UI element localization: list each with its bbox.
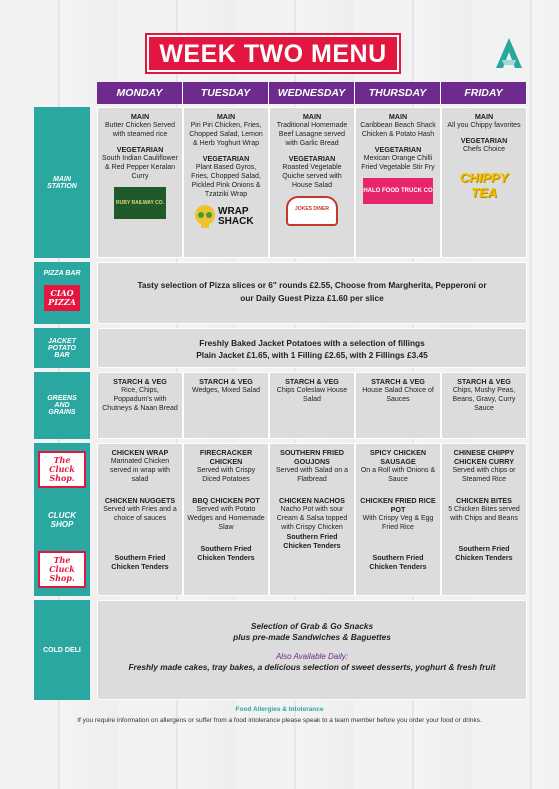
main-cell-tuesday xyxy=(183,107,269,258)
jacket-potato-label: JACKET POTATO BAR xyxy=(47,337,76,359)
pizza-bar-panel xyxy=(97,262,527,324)
main-heading: MAIN xyxy=(216,112,236,121)
main-cell-monday xyxy=(97,107,183,258)
chippy-tea-logo: CHIPPY TEA xyxy=(459,170,509,200)
section-label-greens-and-grains xyxy=(34,372,90,439)
main-heading: MAIN xyxy=(130,112,150,121)
ruby-railway-logo: RUBY RAILWAY CO. xyxy=(114,187,166,219)
skull-icon xyxy=(194,205,216,229)
wrap-shack-text: WRAP SHACK xyxy=(218,206,254,227)
wrap-shack-logo xyxy=(187,205,265,229)
cluck-shop-logo-bottom: The Cluck Shop. xyxy=(38,551,86,588)
veg-heading: VEGETARIAN xyxy=(460,136,508,145)
section-label-cluck-shop xyxy=(34,443,90,596)
cluck-b-heading: CHICKEN BITES xyxy=(456,496,512,505)
cold-deli-also-available: Also Available Daily: xyxy=(275,652,349,661)
cluck-b-text: Nacho Pot with sour Cream & Salsa topped with Crispy Chicken xyxy=(276,506,348,531)
cold-deli-label: COLD DELI xyxy=(43,646,81,654)
day-header-tuesday: TUESDAY xyxy=(183,82,269,104)
jacket-line-2: Plain Jacket £1.65, with 1 Filling £2.65, with 2 Fillings £3.45 xyxy=(196,350,428,360)
veg-dish: Mexican Orange Chilli Fried Vegetable Stir Fry xyxy=(361,155,435,171)
cold-deli-line-2: plus pre-made Sandwiches & Baguettes xyxy=(233,632,391,642)
veg-heading: VEGETARIAN xyxy=(116,145,164,154)
greens-heading: STARCH & VEG xyxy=(371,377,425,386)
main-cell-friday xyxy=(441,107,527,258)
cluck-c-text: Southern Fried Chicken Tenders xyxy=(197,544,255,562)
veg-dish: Plant Based Gyros, Fries, Chopped Salad, Pickled Pink Onions & Tzatziki Wrap xyxy=(191,164,261,198)
greens-text: Wedges, Mixed Salad xyxy=(192,387,260,394)
cold-deli-line-1: Selection of Grab & Go Snacks xyxy=(250,621,374,631)
pizza-line-2: our Daily Guest Pizza £1.60 per slice xyxy=(240,293,384,303)
jacket-line-1: Freshly Baked Jacket Potatoes with a selection of fillings xyxy=(199,338,425,348)
cluck-c-text: Southern Fried Chicken Tenders xyxy=(369,553,427,571)
cluck-a-heading: CHINESE CHIPPY CHICKEN CURRY xyxy=(453,448,515,466)
cluck-cell-monday xyxy=(97,443,183,596)
main-cell-wednesday xyxy=(269,107,355,258)
cluck-a-text: Served with Crispy Diced Potatoes xyxy=(196,467,256,483)
greens-heading: STARCH & VEG xyxy=(113,377,167,386)
greens-text: Chips Coleslaw House Salad xyxy=(276,387,348,403)
greens-heading: STARCH & VEG xyxy=(457,377,511,386)
cluck-b-text: With Crispy Veg & Egg Fried Rice xyxy=(362,515,434,531)
pizza-line-1: Tasty selection of Pizza slices or 6" rounds £2.55, Choose from Margherita, Pepperoni or xyxy=(137,280,487,290)
jokes-diner-logo: JOKES DINER xyxy=(286,196,338,226)
greens-cell-friday xyxy=(441,372,527,439)
veg-dish: Chefs Choice xyxy=(462,146,506,153)
cluck-c-text: Southern Fried Chicken Tenders xyxy=(111,553,169,571)
halo-food-truck-logo: HALO FOOD TRUCK CO xyxy=(363,178,433,204)
cluck-a-text: Served with Salad on a Flatbread xyxy=(276,467,348,483)
main-cell-thursday xyxy=(355,107,441,258)
main-dish: Caribbean Beach Shack Chicken & Potato Hash xyxy=(360,122,436,138)
main-dish: Butter Chicken Served with steamed rice xyxy=(104,122,176,138)
veg-heading: VEGETARIAN xyxy=(202,154,250,163)
greens-cell-monday xyxy=(97,372,183,439)
cluck-cell-tuesday xyxy=(183,443,269,596)
menu-title: WEEK TWO MENU xyxy=(147,35,399,72)
main-dish: Traditional Homemade Beef Lasagne served with Garlic Bread xyxy=(276,122,348,147)
main-dish: Piri Piri Chicken, Fries, Chopped Salad, Lemon & Herb Yoghurt Wrap xyxy=(189,122,263,147)
greens-heading: STARCH & VEG xyxy=(285,377,339,386)
veg-dish: Roasted Vegetable Quiche served with House Salad xyxy=(282,164,342,189)
brand-logo-icon xyxy=(496,38,522,68)
pizza-bar-label: PIZZA BAR xyxy=(43,270,81,277)
greens-cell-thursday xyxy=(355,372,441,439)
cluck-b-heading: CHICKEN FRIED RICE POT xyxy=(360,496,436,514)
day-header-friday: FRIDAY xyxy=(441,82,527,104)
greens-label: GREENS AND GRAINS xyxy=(47,395,77,416)
section-label-main-station xyxy=(34,107,90,258)
day-header-monday: MONDAY xyxy=(97,82,183,104)
cluck-c-text: Southern Fried Chicken Tenders xyxy=(455,544,513,562)
section-label-cold-deli xyxy=(34,600,90,700)
veg-dish: South Indian Cauliflower & Red Pepper Keralan Curry xyxy=(102,155,178,180)
greens-text: Chips, Mushy Peas, Beans, Gravy, Curry Sauce xyxy=(452,387,516,412)
main-heading: MAIN xyxy=(474,112,494,121)
cluck-cell-friday xyxy=(441,443,527,596)
day-header-thursday: THURSDAY xyxy=(355,82,441,104)
section-label-jacket-potato-bar xyxy=(34,328,90,368)
greens-cell-tuesday xyxy=(183,372,269,439)
greens-text: Rice, Chips, Poppadum's with Chutneys & Naan Bread xyxy=(102,387,178,412)
cluck-cell-wednesday xyxy=(269,443,355,596)
veg-heading: VEGETARIAN xyxy=(288,154,336,163)
cluck-a-text: Marinated Chicken served in wrap with salad xyxy=(110,458,170,483)
cluck-a-heading: SPICY CHICKEN SAUSAGE xyxy=(369,448,427,466)
section-label-pizza-bar xyxy=(34,262,90,324)
cluck-a-text: On a Roll with Onions & Sauce xyxy=(360,467,436,483)
cluck-cell-thursday xyxy=(355,443,441,596)
cluck-b-text: 5 Chicken Bites served with Chips and Beans xyxy=(448,506,520,522)
greens-text: House Salad Choice of Sauces xyxy=(362,387,434,403)
main-station-label: MAIN STATION xyxy=(47,175,77,190)
jacket-potato-panel xyxy=(97,328,527,368)
veg-heading: VEGETARIAN xyxy=(374,145,422,154)
allergy-heading: Food Allergies & Intolerance xyxy=(235,706,324,713)
cluck-b-text: Served with Potato Wedges and Homemade Slaw xyxy=(187,506,265,531)
cluck-a-text: Served with chips or Steamed Rice xyxy=(452,467,516,483)
main-dish: All you Chippy favorites xyxy=(447,122,521,129)
cold-deli-panel xyxy=(97,600,527,700)
cluck-b-heading: CHICKEN NUGGETS xyxy=(104,496,176,505)
cluck-b-heading: BBQ CHICKEN POT xyxy=(192,496,260,505)
allergy-text: If you require information on allergens or suffer from a food intolerance please speak to a team member before you order your food or drinks. xyxy=(77,717,482,724)
day-header-wednesday: WEDNESDAY xyxy=(269,82,355,104)
cluck-a-heading: FIRECRACKER CHICKEN xyxy=(199,448,253,466)
greens-heading: STARCH & VEG xyxy=(199,377,253,386)
main-heading: MAIN xyxy=(388,112,408,121)
cluck-b-text: Served with Fries and a choice of sauces xyxy=(103,506,177,522)
cluck-shop-label: CLUCK SHOP xyxy=(48,510,76,529)
cluck-a-heading: CHICKEN WRAP xyxy=(111,448,169,457)
main-heading: MAIN xyxy=(302,112,322,121)
greens-cell-wednesday xyxy=(269,372,355,439)
cluck-shop-logo-top: The Cluck Shop. xyxy=(38,451,86,488)
cluck-c-text: Southern Fried Chicken Tenders xyxy=(283,532,341,550)
cluck-a-heading: SOUTHERN FRIED GOUJONS xyxy=(280,448,344,466)
cluck-b-heading: CHICKEN NACHOS xyxy=(279,496,345,505)
cold-deli-line-3: Freshly made cakes, tray bakes, a delicious selection of sweet desserts, yoghurt & fresh fruit xyxy=(128,662,496,672)
ciao-pizza-logo: CIAO PIZZA xyxy=(44,285,80,311)
